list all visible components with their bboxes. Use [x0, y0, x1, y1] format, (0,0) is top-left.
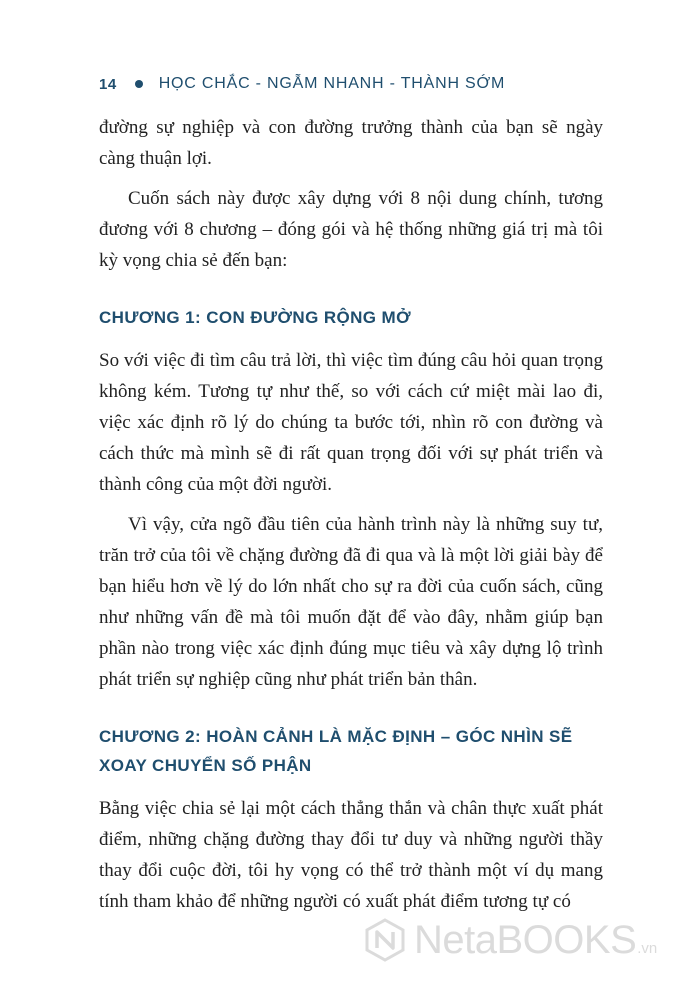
running-header — [99, 71, 640, 97]
bullet-dot-icon — [135, 80, 143, 88]
paragraph: Vì vậy, cửa ngõ đầu tiên của hành trình này là những suy tư, trăn trở của tôi về chặng đường đã đi qua và là một lời giải bày để bạn hiểu hơn về lý do lớn nhất cho sự ra đời của cuốn sách, cũng như những vấn đề mà tôi muốn đặt để vào đây, nhằm giúp bạn phần nào trong việc xác định đúng mục tiêu và xây dựng lộ trình phát triển sự nghiệp cũng như phát triển bản thân. — [99, 514, 603, 690]
watermark-suffix: .vn — [637, 939, 658, 957]
netabooks-logo-icon — [362, 917, 408, 963]
watermark-brand: NetaBOOKS — [414, 917, 637, 962]
paragraph: Cuốn sách này được xây dựng với 8 nội dung chính, tương đương với 8 chương – đóng gói và hệ thống những giá trị mà tôi kỳ vọng chia sẻ đến bạn: — [99, 188, 603, 271]
chapter-heading-2: CHƯƠNG 2: HOÀN CẢNH LÀ MẶC ĐỊNH – GÓC NHÌN SẼ XOAY CHUYỂN SỐ PHẬN — [99, 727, 573, 775]
paragraph: So với việc đi tìm câu trả lời, thì việc tìm đúng câu hỏi quan trọng không kém. Tương tự như thế, so với cách cứ miệt mài lao đi, việc xác định rõ lý do chúng ta bước tới, nhìn rõ con đường và cách thức mà mình sẽ đi rất quan trọng đối với sự phát triển và thành công của một đời người. — [99, 350, 603, 495]
running-title: HỌC CHẮC - NGẪM NHANH - THÀNH SỚM — [158, 75, 506, 92]
page-body — [99, 112, 603, 926]
chapter-heading-1: CHƯƠNG 1: CON ĐƯỜNG RỘNG MỞ — [99, 308, 412, 327]
watermark — [362, 910, 692, 970]
paragraph: đường sự nghiệp và con đường trưởng thành của bạn sẽ ngày càng thuận lợi. — [99, 117, 603, 169]
page-number: 14 — [99, 75, 117, 93]
paragraph: Bằng việc chia sẻ lại một cách thẳng thắn và chân thực xuất phát điểm, những chặng đường thay đổi tư duy và những người thầy thay đổi cuộc đời, tôi hy vọng có thể trở thành một ví dụ mang tính tham khảo để những người có xuất phát điểm tương tự có — [99, 798, 603, 912]
